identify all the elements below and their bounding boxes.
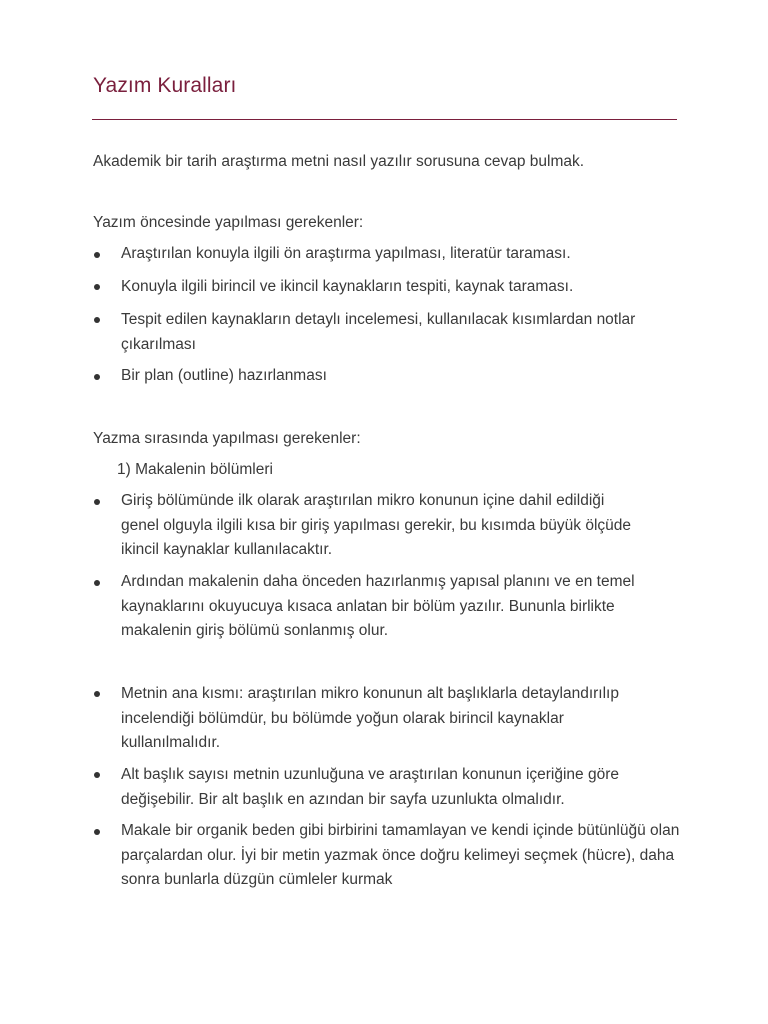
- list-item: Makale bir organik beden gibi birbirini tamamlayan ve kendi içinde bütünlüğü olan parçalardan olur. İyi bir metin yazmak önce doğru kelimeyi seçmek (hücre), daha sonra bunlarla düzgün cümleler kurmak: [121, 822, 680, 888]
- list-item: Araştırılan konuyla ilgili ön araştırma yapılması, literatür taraması.: [121, 245, 571, 262]
- list-item: Bir plan (outline) hazırlanması: [121, 367, 327, 384]
- list-item: Metnin ana kısmı: araştırılan mikro konunun alt başlıklarla detaylandırılıp incelendiği bölümdür, bu bölümde yoğun olarak birincil kaynaklar kullanılmalıdır.: [121, 685, 619, 751]
- list-item: Tespit edilen kaynakların detaylı incelemesi, kullanılacak kısımlardan notlar çıkarılması: [121, 311, 636, 353]
- section2-heading: Yazma sırasında yapılması gerekenler:: [93, 430, 361, 447]
- list-item: Giriş bölümünde ilk olarak araştırılan mikro konunun içine dahil edildiği genel olguyla ilgili kısa bir giriş yapılması gerekir, bu kısımda büyük ölçüde ikincil kaynaklar kullanılacaktır.: [121, 492, 632, 558]
- title-divider: [92, 119, 677, 120]
- numbered-item: 1) Makalenin bölümleri: [117, 461, 273, 478]
- bullet-icon: [94, 252, 100, 258]
- list-item: Ardından makalenin daha önceden hazırlanmış yapısal planını ve en temel kaynaklarını okuyucuya kısaca anlatan bir bölüm yazılır. Bununla birlikte makalenin giriş bölümü sonlanmış olur.: [121, 573, 635, 639]
- page-title: Yazım Kuralları: [93, 74, 237, 97]
- bullet-icon: [94, 499, 100, 505]
- bullet-icon: [94, 772, 100, 778]
- bullet-icon: [94, 580, 100, 586]
- list-item: Konuyla ilgili birincil ve ikincil kaynakların tespiti, kaynak taraması.: [121, 278, 574, 295]
- bullet-icon: [94, 374, 100, 380]
- list-item: Alt başlık sayısı metnin uzunluğuna ve araştırılan konunun içeriğine göre değişebilir. Bir alt başlık en azından bir sayfa uzunlukta olmalıdır.: [121, 766, 620, 808]
- section1-heading: Yazım öncesinde yapılması gerekenler:: [93, 214, 364, 231]
- bullet-icon: [94, 691, 100, 697]
- bullet-icon: [94, 317, 100, 323]
- bullet-icon: [94, 829, 100, 835]
- intro-text: Akademik bir tarih araştırma metni nasıl yazılır sorusuna cevap bulmak.: [93, 153, 585, 170]
- bullet-icon: [94, 284, 100, 290]
